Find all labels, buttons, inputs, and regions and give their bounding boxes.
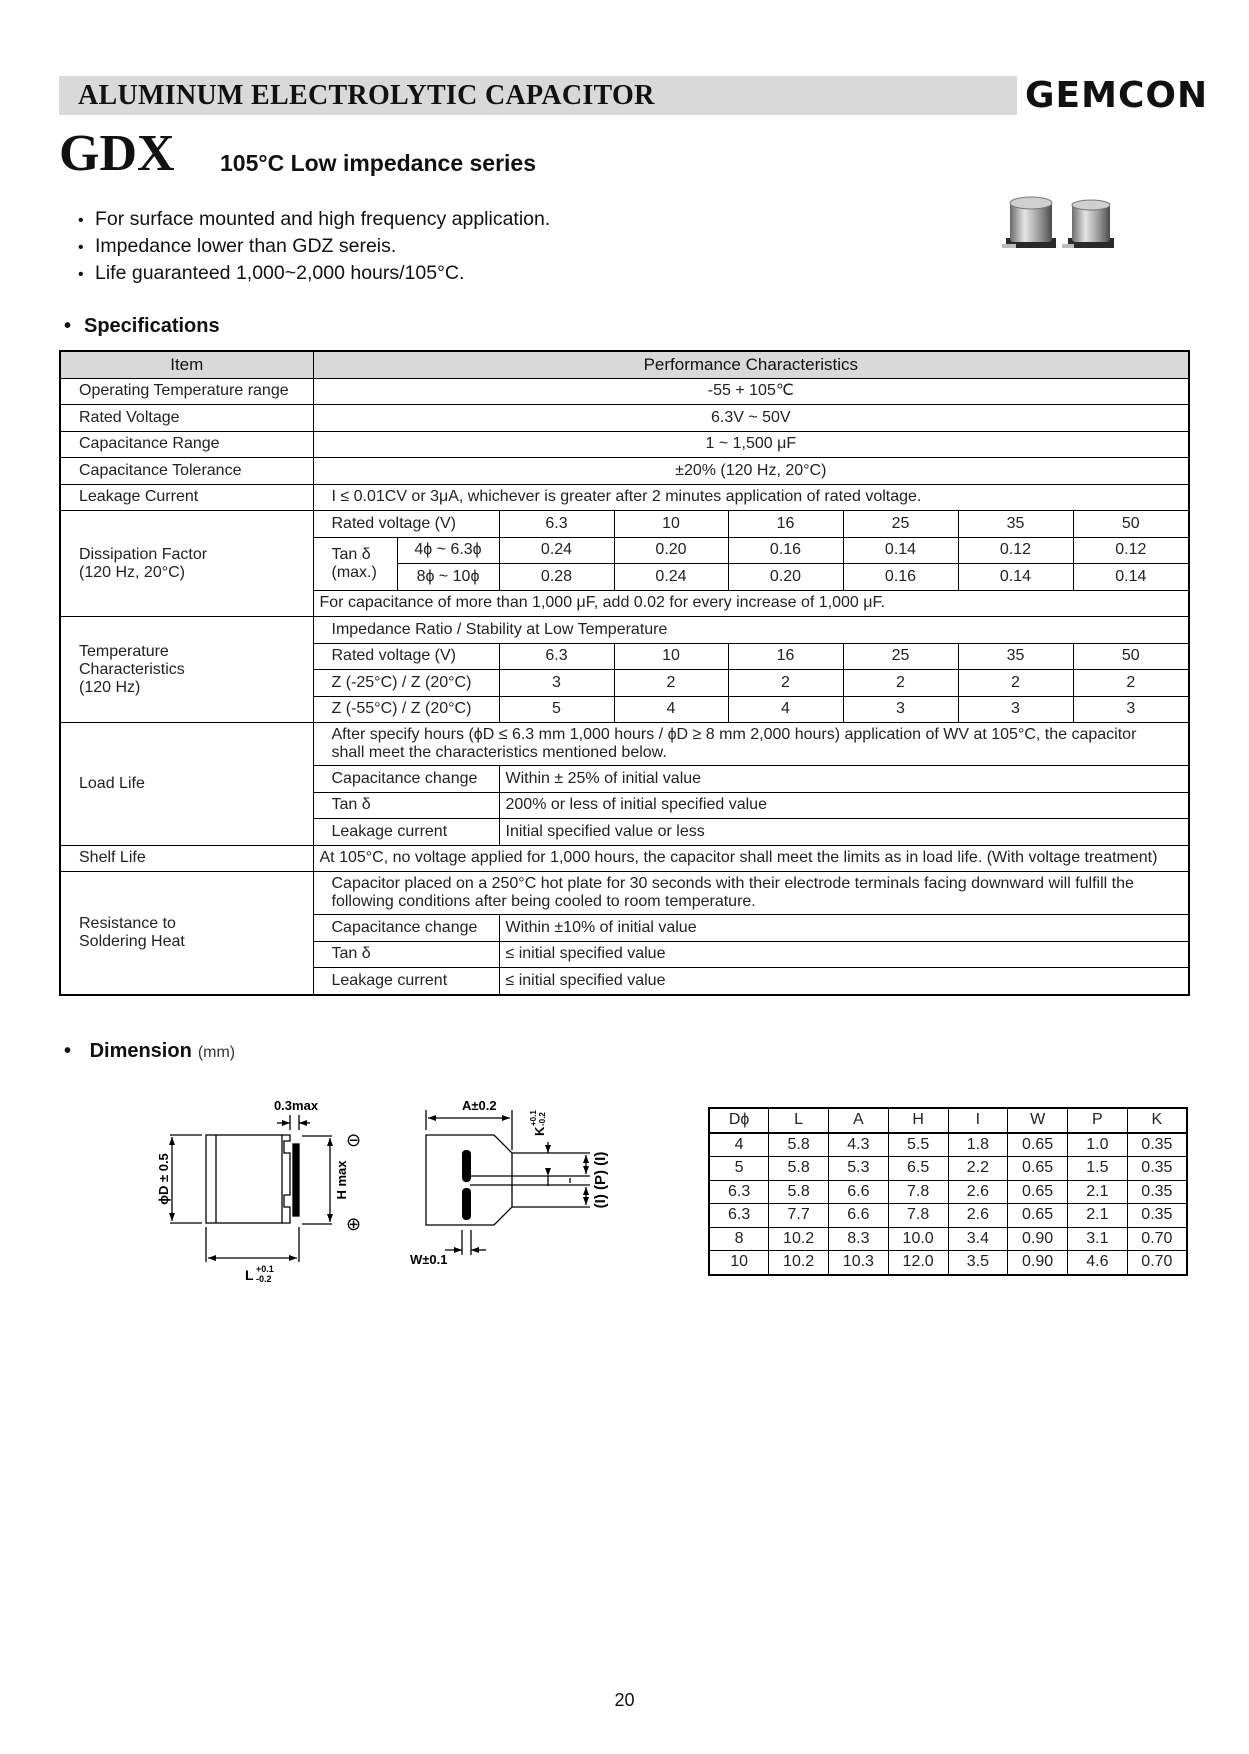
dim-cell: 6.3 [709,1180,769,1204]
df-value: 0.14 [958,564,1073,591]
temp-rv-label: Rated voltage (V) [313,643,499,670]
solder-item-line: Soldering Heat [79,932,185,950]
spec-item: Leakage Current [60,484,313,511]
series-name: GDX [59,125,175,182]
temp-voltage: 6.3 [499,643,614,670]
df-value: 0.28 [499,564,614,591]
dim-cell: 6.3 [709,1204,769,1228]
dim-cell: 10.2 [769,1251,829,1275]
dim-cell: 3.5 [948,1251,1008,1275]
spec-row [60,378,1189,405]
temp-z25-value: 2 [958,670,1073,697]
spec-item: Capacitance Tolerance [60,458,313,485]
side-view-drawing [150,1090,390,1290]
series-subtitle: 105°C Low impedance series [220,150,537,176]
length-label: L [245,1267,254,1283]
dim-cell: 4.3 [829,1133,889,1157]
spec-value: -55 + 105℃ [313,378,1189,405]
dimension-row [709,1180,1187,1204]
df-voltage: 16 [728,511,843,538]
load-text-line: shall meet the characteristics mentioned below. [331,744,667,761]
dim-cell: 0.65 [1008,1133,1068,1157]
spec-value: 6.3V ~ 50V [313,405,1189,432]
df-voltage: 25 [843,511,958,538]
dim-cell: 3.1 [1068,1227,1128,1251]
load-text-line: After specify hours (ϕD ≤ 6.3 mm 1,000 hours / ϕD ≥ 8 mm 2,000 hours) application of WV at 105°C, the capacitor [331,726,1137,743]
df-max-text: (max.) [331,563,377,581]
dim-cell: 6.5 [888,1157,948,1181]
spec-item-df [60,511,313,617]
solder-leak-label: Leakage current [313,968,499,995]
dim-cell: 4 [709,1133,769,1157]
df-value: 0.14 [843,537,958,564]
dim-header: I [948,1108,1008,1133]
temp-voltage: 16 [728,643,843,670]
load-tan-label: Tan δ [313,792,499,819]
temp-z55-value: 3 [843,696,958,723]
temp-z25-value: 2 [614,670,728,697]
temp-item-line: Temperature [79,642,169,660]
dim-cell: 2.1 [1068,1204,1128,1228]
dim-cell: 0.35 [1127,1133,1187,1157]
load-text-row [60,723,1189,766]
dim-header: K [1127,1108,1187,1133]
dim-cell: 1.5 [1068,1157,1128,1181]
df-voltage: 50 [1073,511,1189,538]
temp-item-line: Characteristics [79,660,185,678]
dim-cell: 2.2 [948,1157,1008,1181]
dim-cell: 0.35 [1127,1204,1187,1228]
dim-cell: 2.6 [948,1180,1008,1204]
spec-item-shelf: Shelf Life [60,845,313,872]
plus-terminal-icon: ⊕ [346,1214,362,1235]
df-voltage-row [60,511,1189,538]
dim-cell: 6.6 [829,1204,889,1228]
feature-item: • Life guaranteed 1,000~2,000 hours/105°C. [78,260,464,288]
df-tan-text: Tan δ [331,545,371,563]
feature-item: • Impedance lower than GDZ sereis. [78,233,396,261]
temp-z25-label: Z (-25°C) / Z (20°C) [313,670,499,697]
temp-z55-value: 4 [614,696,728,723]
dim-cell: 0.70 [1127,1227,1187,1251]
df-value: 0.12 [1073,537,1189,564]
spec-item: Rated Voltage [60,405,313,432]
dim-cell: 8 [709,1227,769,1251]
temp-z55-label: Z (-55°C) / Z (20°C) [313,696,499,723]
dim-cell: 0.70 [1127,1251,1187,1275]
minus-terminal-icon: ⊖ [346,1130,362,1151]
spec-row [60,484,1189,511]
df-value: 0.24 [499,537,614,564]
solder-text-line: Capacitor placed on a 250°C hot plate for 30 seconds with their electrode terminals facing downward will fulfill the [331,875,1134,892]
bottom-view-drawing [400,1090,640,1290]
dim-header: Dϕ [709,1108,769,1133]
load-leak-label: Leakage current [313,819,499,846]
dim-header: A [829,1108,889,1133]
dim-cell: 12.0 [888,1251,948,1275]
dim-cell: 0.65 [1008,1180,1068,1204]
k-tol-minus: -0.2 [538,1112,547,1126]
spec-item: Capacitance Range [60,431,313,458]
temp-voltage: 35 [958,643,1073,670]
temp-z25-value: 2 [843,670,958,697]
temp-voltage: 50 [1073,643,1189,670]
dim-cell: 0.90 [1008,1227,1068,1251]
temp-item-line: (120 Hz) [79,678,141,696]
dim-cell: 5.8 [769,1133,829,1157]
col-item-header: Item [60,351,313,378]
shelf-row [60,845,1189,872]
document-title: ALUMINUM ELECTROLYTIC CAPACITOR [78,80,655,111]
dim-cell: 7.8 [888,1180,948,1204]
dim-header: L [769,1108,829,1133]
df-rv-label: Rated voltage (V) [313,511,499,538]
spec-value: I ≤ 0.01CV or 3μA, whichever is greater after 2 minutes application of rated voltage. [313,484,1189,511]
dim-cell: 1.0 [1068,1133,1128,1157]
df-value: 0.14 [1073,564,1189,591]
dim-cell: 1.8 [948,1133,1008,1157]
dimension-row [709,1133,1187,1157]
df-item-line: Dissipation Factor [79,545,208,563]
dim-cell: 0.65 [1008,1204,1068,1228]
length-tol-plus: +0.1 [256,1264,274,1274]
spec-item-load: Load Life [60,723,313,846]
dim-cell: 8.3 [829,1227,889,1251]
solder-text-line: following conditions after being cooled to room temperature. [331,893,756,910]
load-tan-value: 200% or less of initial specified value [499,792,1189,819]
dim-cell: 2.1 [1068,1180,1128,1204]
dim-cell: 10.3 [829,1251,889,1275]
dim-cell: 0.90 [1008,1251,1068,1275]
spec-item-solder [60,872,313,995]
df-value: 0.12 [958,537,1073,564]
spec-row [60,405,1189,432]
dim-header: W [1008,1108,1068,1133]
spec-value: 1 ~ 1,500 μF [313,431,1189,458]
temp-z55-value: 3 [958,696,1073,723]
lead-max-label: 0.3max [273,1098,319,1113]
dimension-table [708,1107,1188,1276]
dim-cell: 7.7 [769,1204,829,1228]
load-text [313,723,1189,766]
df-value: 0.16 [843,564,958,591]
solder-leak-value: ≤ initial specified value [499,968,1189,995]
dim-cell: 4.6 [1068,1251,1128,1275]
product-photo [1000,194,1130,256]
dimension-heading-text: Dimension [89,1040,192,1062]
page-number: 20 [614,1690,635,1710]
solder-tan-value: ≤ initial specified value [499,941,1189,968]
k-dim-label: K [532,1126,547,1136]
dim-cell: 10.0 [888,1227,948,1251]
df-size: 4ϕ ~ 6.3ϕ [397,537,499,564]
dimension-header-row [709,1108,1187,1133]
df-value: 0.24 [614,564,728,591]
df-value: 0.20 [728,564,843,591]
hmax-label: H max [334,1160,349,1200]
dim-cell: 7.8 [888,1204,948,1228]
temp-voltage: 10 [614,643,728,670]
k-tol-plus: +0.1 [529,1110,538,1126]
temp-heading: Impedance Ratio / Stability at Low Temperature [313,617,1189,644]
dim-cell: 5.8 [769,1157,829,1181]
dim-cell: 0.65 [1008,1157,1068,1181]
temp-z25-value: 3 [499,670,614,697]
spec-item: Operating Temperature range [60,378,313,405]
temp-heading-row [60,617,1189,644]
dimension-row [709,1227,1187,1251]
dim-header: P [1068,1108,1128,1133]
load-cap-label: Capacitance change [313,766,499,793]
dim-cell: 0.35 [1127,1180,1187,1204]
dim-cell: 3.4 [948,1227,1008,1251]
spec-item-temp [60,617,313,723]
spec-row [60,431,1189,458]
specifications-table [59,350,1190,996]
dim-cell: 5.5 [888,1133,948,1157]
solder-text-row [60,872,1189,915]
df-value: 0.20 [614,537,728,564]
dim-cell: 2.6 [948,1204,1008,1228]
temp-z55-value: 3 [1073,696,1189,723]
length-tol-minus: -0.2 [256,1274,272,1284]
load-leak-value: Initial specified value or less [499,819,1189,846]
dim-cell: 10 [709,1251,769,1275]
w-dim-label: W±0.1 [410,1252,448,1267]
dim-cell: 6.6 [829,1180,889,1204]
dim-cell: 5.8 [769,1180,829,1204]
df-voltage: 35 [958,511,1073,538]
solder-item-line: Resistance to [79,914,176,932]
dim-cell: 5 [709,1157,769,1181]
dim-cell: 0.35 [1127,1157,1187,1181]
brand-logo: GEMCON [1025,75,1209,116]
dimension-unit: (mm) [197,1044,236,1061]
feature-item: • For surface mounted and high frequency application. [78,206,550,234]
shelf-value: At 105°C, no voltage applied for 1,000 hours, the capacitor shall meet the limits as in load life. (With voltage treatment) [313,845,1189,872]
spec-value: ±20% (120 Hz, 20°C) [313,458,1189,485]
temp-voltage: 25 [843,643,958,670]
dimension-row [709,1157,1187,1181]
dim-cell: 5.3 [829,1157,889,1181]
diameter-label: ϕD ± 0.5 [156,1153,171,1205]
temp-z55-value: 5 [499,696,614,723]
temp-z55-value: 4 [728,696,843,723]
df-tan-label [313,537,397,590]
temp-z25-value: 2 [728,670,843,697]
df-voltage: 10 [614,511,728,538]
df-voltage: 6.3 [499,511,614,538]
spec-row [60,458,1189,485]
solder-text [313,872,1189,915]
temp-z25-value: 2 [1073,670,1189,697]
ipi-label: (I) (P) (I) [592,1151,609,1209]
dimension-row [709,1251,1187,1275]
df-size: 8ϕ ~ 10ϕ [397,564,499,591]
load-cap-value: Within ± 25% of initial value [499,766,1189,793]
dimension-heading [64,1038,235,1066]
df-note: For capacitance of more than 1,000 μF, add 0.02 for every increase of 1,000 μF. [313,590,1189,617]
col-performance-header: Performance Characteristics [313,351,1189,378]
df-item-line: (120 Hz, 20°C) [79,563,185,581]
dim-cell: 10.2 [769,1227,829,1251]
spec-header-row [60,351,1189,378]
solder-tan-label: Tan δ [313,941,499,968]
solder-cap-label: Capacitance change [313,915,499,942]
specifications-heading: • Specifications [64,313,220,339]
a-dim-label: A±0.2 [462,1098,497,1113]
dimension-row [709,1204,1187,1228]
solder-cap-value: Within ±10% of initial value [499,915,1189,942]
df-value: 0.16 [728,537,843,564]
dim-header: H [888,1108,948,1133]
